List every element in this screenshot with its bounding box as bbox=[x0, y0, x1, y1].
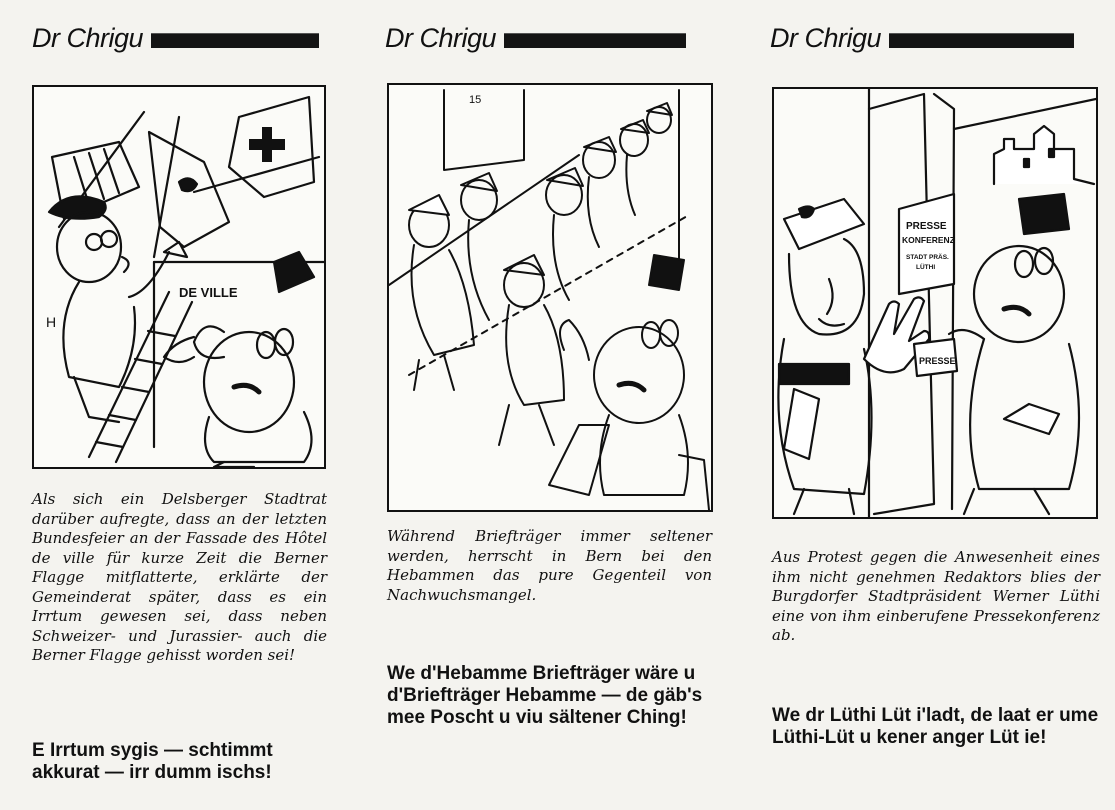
title-bar bbox=[504, 33, 686, 48]
cartoon-panel-press bbox=[772, 87, 1098, 519]
strip-header bbox=[770, 18, 1074, 58]
strip-caption: Als sich ein Delsberger Stadtrat darüber aufregte, dass an der letzten Bundesfeier an der Fassade des Hôtel de ville für kurze Zeit die Berner Flagge mitflatterte, erklärte der Gemeinderat später, dass es ein Irrtum gewesen sei, dass neben Schweizer- und Jurassier- auch die Berner Flagge gehisst worden sei! bbox=[32, 490, 327, 664]
door-number: 15 bbox=[469, 94, 482, 106]
strip-title: Dr Chrigu bbox=[32, 22, 144, 53]
title-bar bbox=[151, 33, 319, 48]
press-card-text: PRESSE bbox=[919, 356, 956, 366]
strip-header bbox=[32, 18, 319, 58]
town-hall-sign: DE VILLE bbox=[179, 285, 238, 300]
strip-title: Dr Chrigu bbox=[770, 22, 882, 53]
strip-punchline: We d'Hebamme Briefträger wäre u d'Briefträger Hebamme — de gäb's mee Poscht u viu sältener Ching! bbox=[387, 663, 703, 728]
strip-2 bbox=[370, 0, 730, 810]
cartoon-illustration bbox=[34, 87, 324, 467]
strip-punchline: We dr Lüthi Lüt i'ladt, de laat er ume Lüthi-Lüt u kener anger Lüt ie! bbox=[772, 705, 1099, 748]
title-bar bbox=[889, 33, 1074, 48]
strip-3 bbox=[755, 0, 1115, 810]
strip-caption: Aus Protest gegen die Anwesenheit eines ihm nicht genehmen Redaktors blies der Burgdorfer Stadtpräsident Werner Lüthi eine von ihm einberufene Pressekonferenz ab. bbox=[772, 548, 1100, 644]
sign-line-4: LÜTHI bbox=[916, 264, 936, 271]
facade-letter: H bbox=[46, 314, 57, 330]
strip-caption: Während Briefträger immer seltener werden, herrscht in Bern bei den Hebammen das pure Gegenteil von Nachwuchsmangel. bbox=[387, 527, 712, 604]
sign-line-3: STADT PRÄS. bbox=[906, 254, 949, 261]
strip-header bbox=[385, 18, 686, 58]
cartoon-panel-flags bbox=[32, 85, 326, 469]
cartoon-panel-queue bbox=[387, 83, 713, 512]
strip-1 bbox=[0, 0, 345, 810]
strip-title: Dr Chrigu bbox=[385, 22, 497, 53]
sign-line-2: KONFERENZ bbox=[902, 235, 955, 245]
cartoon-illustration bbox=[774, 89, 1096, 517]
strip-punchline: E Irrtum sygis — schtimmt akkurat — irr dumm ischs! bbox=[32, 740, 273, 783]
cartoon-illustration bbox=[389, 85, 711, 510]
sign-line-1: PRESSE bbox=[906, 221, 947, 232]
